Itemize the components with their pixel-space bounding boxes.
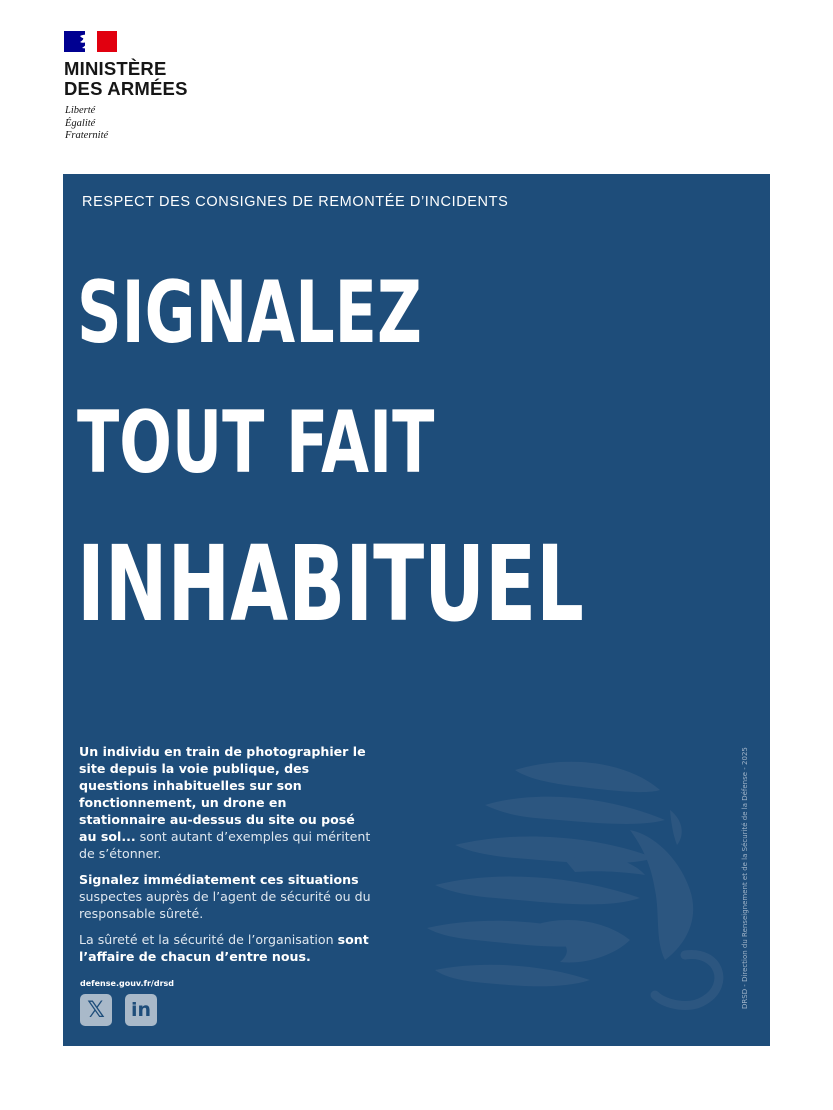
ministry-name (64, 59, 224, 99)
poster-kicker: RESPECT DES CONSIGNES DE REMONTÉE D’INCIDENTS (82, 194, 509, 210)
paragraph2-bold: Signalez immédiatement ces situations (79, 872, 359, 887)
paragraph-responsibility (79, 931, 375, 965)
headline-line3: INHABITUEL (77, 523, 584, 645)
motto-fraternite: Fraternité (65, 130, 109, 141)
marianne-flag-icon (64, 31, 117, 52)
headline-line2: TOUT FAIT (77, 393, 435, 493)
motto-egalite: Égalité (65, 117, 96, 129)
paragraph-examples (79, 743, 375, 862)
paragraph1-bold: Un individu en train de photographier le site depuis la voie publique, des questions inhabituelles sur son fonctionnement, un drone en stationnaire au-dessus du site ou posé au sol... (79, 744, 366, 844)
paragraph2-rest: suspectes auprès de l’agent de sécurité ou du responsable sûreté. (79, 889, 371, 921)
x-twitter-icon[interactable]: 𝕏 (80, 994, 112, 1026)
republic-motto (65, 105, 185, 143)
lion-emblem-icon (415, 750, 745, 1030)
motto-liberte: Liberté (65, 105, 96, 116)
paragraph3-bold: sont l’affaire de chacun d’entre nous. (79, 932, 369, 964)
linkedin-icon[interactable]: in (125, 994, 157, 1026)
paragraph-report (79, 871, 375, 922)
headline-line1: SIGNALEZ (77, 263, 422, 363)
paragraph3-rest: La sûreté et la sécurité de l’organisation (79, 932, 338, 947)
poster-panel (63, 174, 770, 1046)
website-link[interactable]: defense.gouv.fr/drsd (80, 979, 175, 988)
ministry-line1: MINISTÈRE (64, 58, 167, 79)
paragraph1-rest: sont autant d’exemples qui méritent de s’étonner. (79, 829, 371, 861)
body-text (79, 743, 375, 974)
ministry-line2: DES ARMÉES (64, 78, 188, 99)
publisher-credit: DRSD - Direction du Renseignement et de la Sécurité de la Défense - 2025 (741, 747, 749, 1009)
